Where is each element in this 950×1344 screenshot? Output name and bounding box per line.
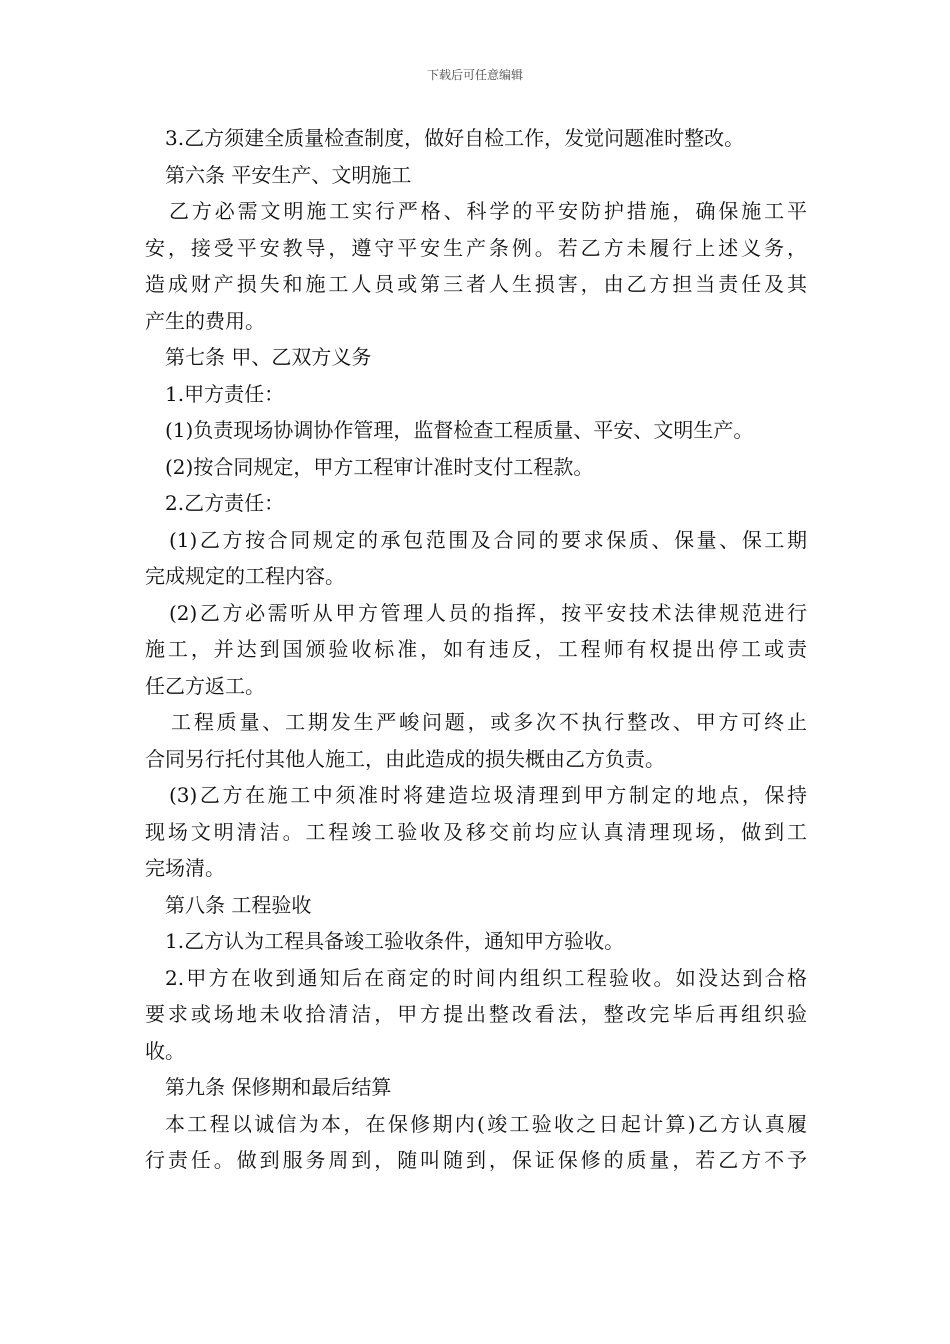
text-line: 完成规定的工程内容。 — [145, 564, 345, 588]
text-line: (3)乙方在施工中须准时将建造垃圾清理到甲方制定的地点，保持 — [169, 783, 807, 807]
text-line: (1)乙方按合同规定的承包范围及合同的要求保质、保量、保工期 — [169, 527, 807, 552]
text-line: 要求或场地未收拾清洁，甲方提出整改看法，整改完毕后再组织验 — [145, 1002, 807, 1026]
text-line: (2)乙方必需听从甲方管理人员的指挥，按平安技术法律规范进行 — [169, 600, 807, 625]
text-line: 第九条 保修期和最后结算 — [165, 1075, 392, 1099]
text-line: 2.甲方在收到通知后在商定的时间内组织工程验收。如没达到合格 — [165, 965, 807, 990]
text-line: (2)按合同规定，甲方工程审计准时支付工程款。 — [165, 454, 594, 479]
text-line: 行责任。做到服务周到，随叫随到，保证保修的质量，若乙方不予 — [145, 1148, 807, 1172]
text-line: 第八条 工程验收 — [165, 892, 312, 917]
page-header: 下载后可任意编辑 — [426, 68, 523, 82]
text-line: 2.乙方责任： — [165, 491, 285, 515]
text-line: 工程质量、工期发生严峻问题，或多次不执行整改、甲方可终止 — [171, 710, 807, 734]
text-line: 安，接受平安教导，遵守平安生产条例。若乙方未履行上述义务， — [145, 235, 807, 260]
text-line: 1.乙方认为工程具备竣工验收条件，通知甲方验收。 — [165, 929, 625, 953]
text-line: 本工程以诚信为本，在保修期内(竣工验收之日起计算)乙方认真履 — [165, 1111, 807, 1136]
text-line: 第七条 甲、乙双方义务 — [165, 345, 372, 369]
text-line: 收。 — [145, 1038, 185, 1063]
text-line: 产生的费用。 — [145, 308, 265, 333]
text-line: 合同另行托付其他人施工，由此造成的损失概由乙方负责。 — [145, 746, 665, 771]
text-line: 任乙方返工。 — [145, 673, 265, 698]
document-body — [145, 120, 807, 1179]
text-line: 乙方必需文明施工实行严格、科学的平安防护措施，确保施工平 — [169, 199, 807, 223]
text-line: 造成财产损失和施工人员或第三者人生损害，由乙方担当责任及其 — [145, 272, 807, 296]
text-line: 1.甲方责任： — [165, 381, 285, 406]
text-line: 现场文明清洁。工程竣工验收及移交前均应认真清理现场，做到工 — [145, 819, 807, 844]
text-line: 3.乙方须建全质量检查制度，做好自检工作，发觉问题准时整改。 — [165, 126, 745, 150]
text-line: 第六条 平安生产、文明施工 — [165, 162, 412, 187]
text-line: 施工，并达到国颁验收标准，如有违反，工程师有权提出停工或责 — [145, 637, 807, 661]
text-line: 完场清。 — [145, 856, 225, 880]
text-line: (1)负责现场协调协作管理，监督检查工程质量、平安、文明生产。 — [165, 418, 754, 442]
